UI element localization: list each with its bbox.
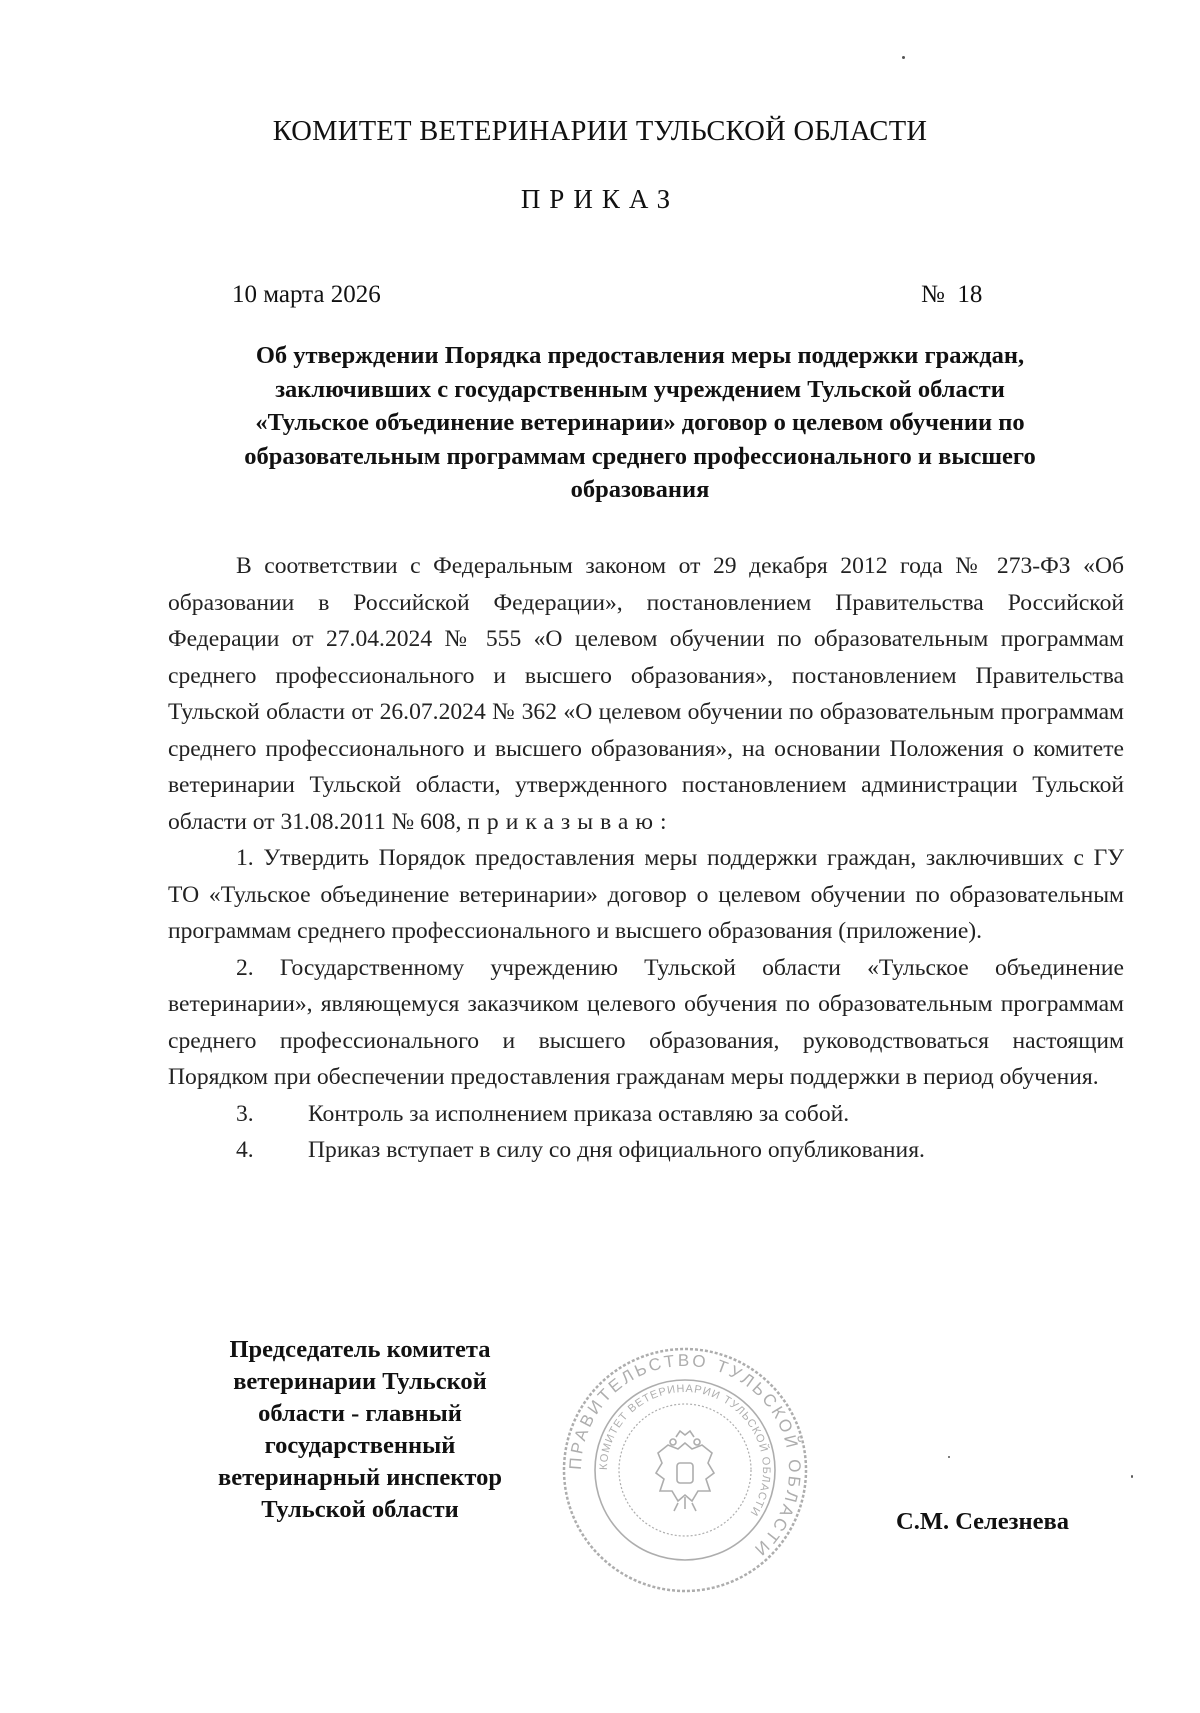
signatory-position-line: ветеринарии Тульской <box>233 1368 487 1395</box>
stamp-inner-text: КОМИТЕТ ВЕТЕРИНАРИИ ТУЛЬСКОЙ ОБЛАСТИ <box>597 1382 773 1519</box>
stamp-outer-text: ПРАВИТЕЛЬСТВО ТУЛЬСКОЙ ОБЛАСТИ <box>565 1350 805 1561</box>
title-line: образовательным программам среднего профессионального и высшего <box>244 442 1036 470</box>
official-seal-stamp <box>560 1345 810 1595</box>
title-line: Об утверждении Порядка предоставления меры поддержки граждан, <box>255 342 1025 369</box>
organization-name: КОМИТЕТ ВЕТЕРИНАРИИ ТУЛЬСКОЙ ОБЛАСТИ <box>272 116 928 147</box>
document-type: ПРИКАЗ <box>520 184 680 214</box>
title-line: «Тульское объединение ветеринарии» договор о целевом обучении по <box>255 409 1025 436</box>
order-item-text: Контроль за исполнением приказа оставляю за собой. <box>308 1100 850 1127</box>
scan-speck <box>902 56 905 59</box>
signatory-position-line: государственный <box>264 1432 456 1459</box>
document-body <box>168 548 1124 1169</box>
title-line: заключивших с государственным учреждением Тульской области <box>275 375 1005 403</box>
scan-speck <box>1131 1475 1133 1478</box>
title-line: образования <box>570 476 710 503</box>
order-item-number: 4. <box>236 1137 254 1163</box>
order-item: 2. Государственному учреждению Тульской области «Тульское объединение ветеринарии», являющемуся заказчиком целевого обучения по образовательным программам среднего профессионального и высшего образования, руководствоваться настоящим Порядком при обеспечении предоставления гражданам меры поддержки в период обучения. <box>168 954 1124 1090</box>
document-number: № 18 <box>921 281 983 308</box>
preamble-paragraph <box>168 548 1124 840</box>
document-title <box>170 339 1110 507</box>
signatory-name: С.М. Селезнева <box>896 1508 1069 1535</box>
order-word: приказываю: <box>467 808 674 835</box>
order-item <box>168 1132 1124 1169</box>
signatory-position-line: области - главный <box>258 1400 462 1427</box>
order-item <box>168 1096 1124 1133</box>
document-date: 10 марта 2026 <box>232 281 381 308</box>
scan-speck <box>948 1456 950 1458</box>
signatory-position-line: ветеринарный инспектор <box>217 1464 503 1491</box>
order-item: 1. Утвердить Порядок предоставления меры поддержки граждан, заключивших с ГУ ТО «Тульское объединение ветеринарии» договор о целевом обучении по образовательным программам среднего профессионального и высшего образования (приложение). <box>168 845 1124 944</box>
signatory-position-line: Тульской области <box>261 1496 459 1523</box>
order-item-number: 3. <box>236 1100 254 1127</box>
coat-of-arms-eagle-icon <box>656 1431 714 1511</box>
signatory-position <box>190 1334 530 1526</box>
order-item-text: Приказ вступает в силу со дня официального опубликования. <box>308 1137 925 1163</box>
preamble-text: В соответствии с Федеральным законом от 29 декабря 2012 года № 273-ФЗ «Об образовании в Российской Федерации», постановлением Правительства Российской Федерации от 27.04.2024 № 555 «О целевом обучении по образовательным программам среднего профессионального и высшего образования», постановлением Правительства Тульской области от 26.07.2024 № 362 «О целевом обучении по образовательным программам среднего профессионального и высшего образования», на основании Положения о комитете ветеринарии Тульской области, утвержденного постановлением администрации Тульской области от 31.08.2011 № 608, <box>168 553 1124 835</box>
signatory-position-line: Председатель комитета <box>229 1336 491 1363</box>
